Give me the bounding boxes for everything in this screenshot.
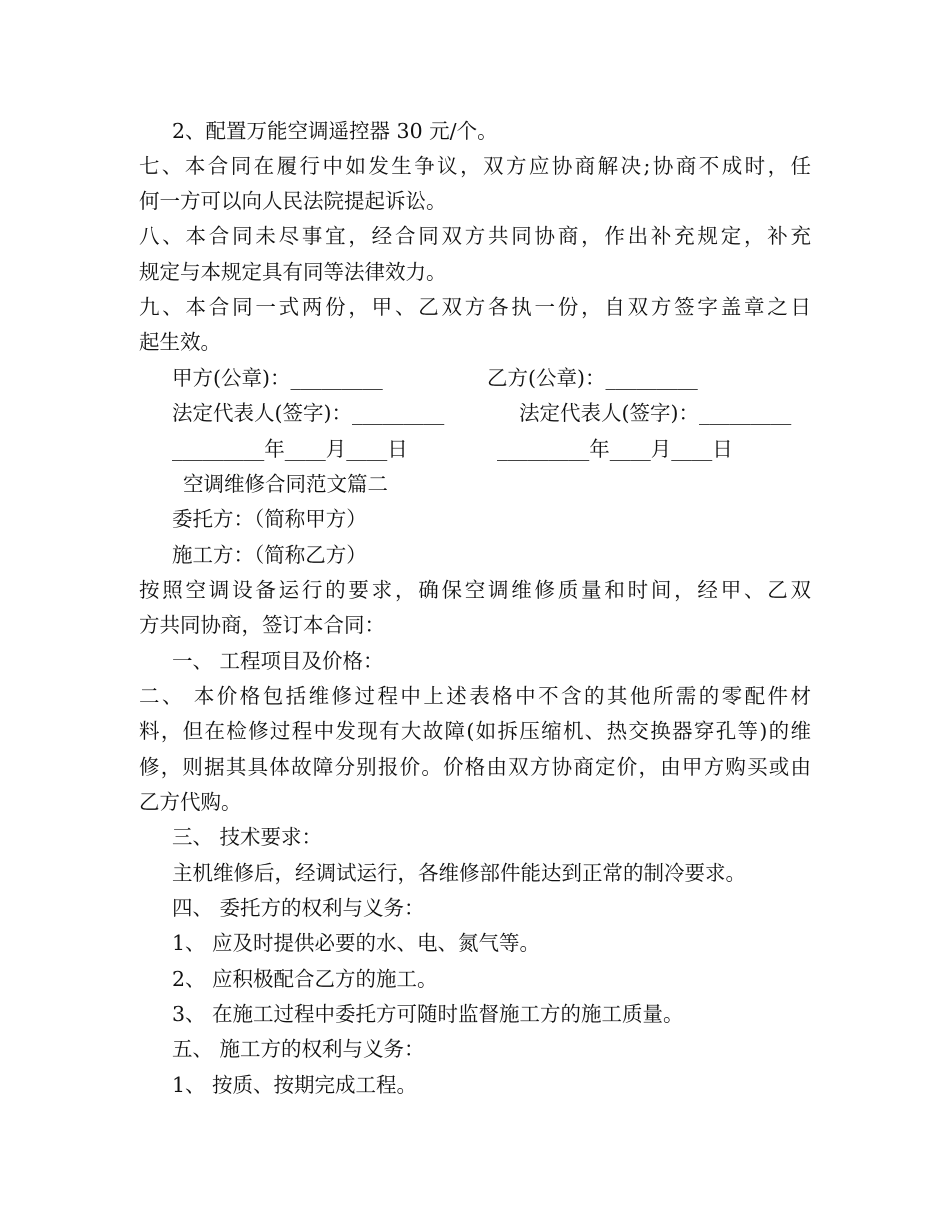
paragraph-line: 主机维修后，经调试运行，各维修部件能达到正常的制冷要求。 xyxy=(172,861,746,885)
party-a-date-line: _________年____月____日 xyxy=(172,437,408,461)
paragraph-line: 二、 本价格包括维修过程中上述表格中不含的其他所需的零配件材 xyxy=(139,684,811,708)
clause-heading: 一、 工程项目及价格： xyxy=(172,649,384,673)
contractor-line: 施工方：（简称乙方） xyxy=(172,543,367,567)
paragraph-line: 何一方可以向人民法院提起诉讼。 xyxy=(139,189,447,213)
party-b-date-line: _________年____月____日 xyxy=(497,437,733,461)
paragraph-line: 八、本合同未尽事宜，经合同双方共同协商，作出补充规定，补充 xyxy=(139,224,811,248)
paragraph-line: 规定与本规定具有同等法律效力。 xyxy=(139,260,447,284)
clause-heading: 三、 技术要求： xyxy=(172,825,323,849)
paragraph-line: 乙方代购。 xyxy=(139,790,242,814)
party-a-representative-line: 法定代表人(签字)：_________ xyxy=(172,401,445,425)
paragraph-line: 2、配置万能空调遥控器 30 元/个。 xyxy=(172,119,498,143)
paragraph-line: 修，则据其具体故障分别报价。价格由双方协商定价，由甲方购买或由 xyxy=(139,755,811,779)
clause-heading: 四、 委托方的权利与义务： xyxy=(172,896,425,920)
paragraph-line: 起生效。 xyxy=(139,330,221,354)
client-line: 委托方：（简称甲方） xyxy=(172,507,367,531)
clause-heading: 五、 施工方的权利与义务： xyxy=(172,1037,425,1061)
section-title: 空调维修合同范文篇二 xyxy=(183,472,388,496)
paragraph-line: 方共同协商，签订本合同： xyxy=(139,613,385,637)
paragraph-line: 七、本合同在履行中如发生争议，双方应协商解决;协商不成时，任 xyxy=(139,154,811,178)
list-item: 1、 按质、按期完成工程。 xyxy=(172,1073,418,1097)
party-b-representative-line: 法定代表人(签字)：_________ xyxy=(519,401,792,425)
list-item: 3、 在施工过程中委托方可随时监督施工方的施工质量。 xyxy=(172,1002,684,1026)
list-item: 1、 应及时提供必要的水、电、氮气等。 xyxy=(172,931,541,955)
list-item: 2、 应积极配合乙方的施工。 xyxy=(172,967,438,991)
paragraph-line: 料，但在检修过程中发现有大故障(如拆压缩机、热交换器穿孔等)的维 xyxy=(139,719,811,743)
paragraph-line: 九、本合同一式两份，甲、乙双方各执一份，自双方签字盖章之日 xyxy=(139,295,811,319)
party-a-seal-line: 甲方(公章)：_________ xyxy=(172,366,383,390)
party-b-seal-line: 乙方(公章)：_________ xyxy=(487,366,698,390)
paragraph-line: 按照空调设备运行的要求，确保空调维修质量和时间，经甲、乙双 xyxy=(139,578,811,602)
